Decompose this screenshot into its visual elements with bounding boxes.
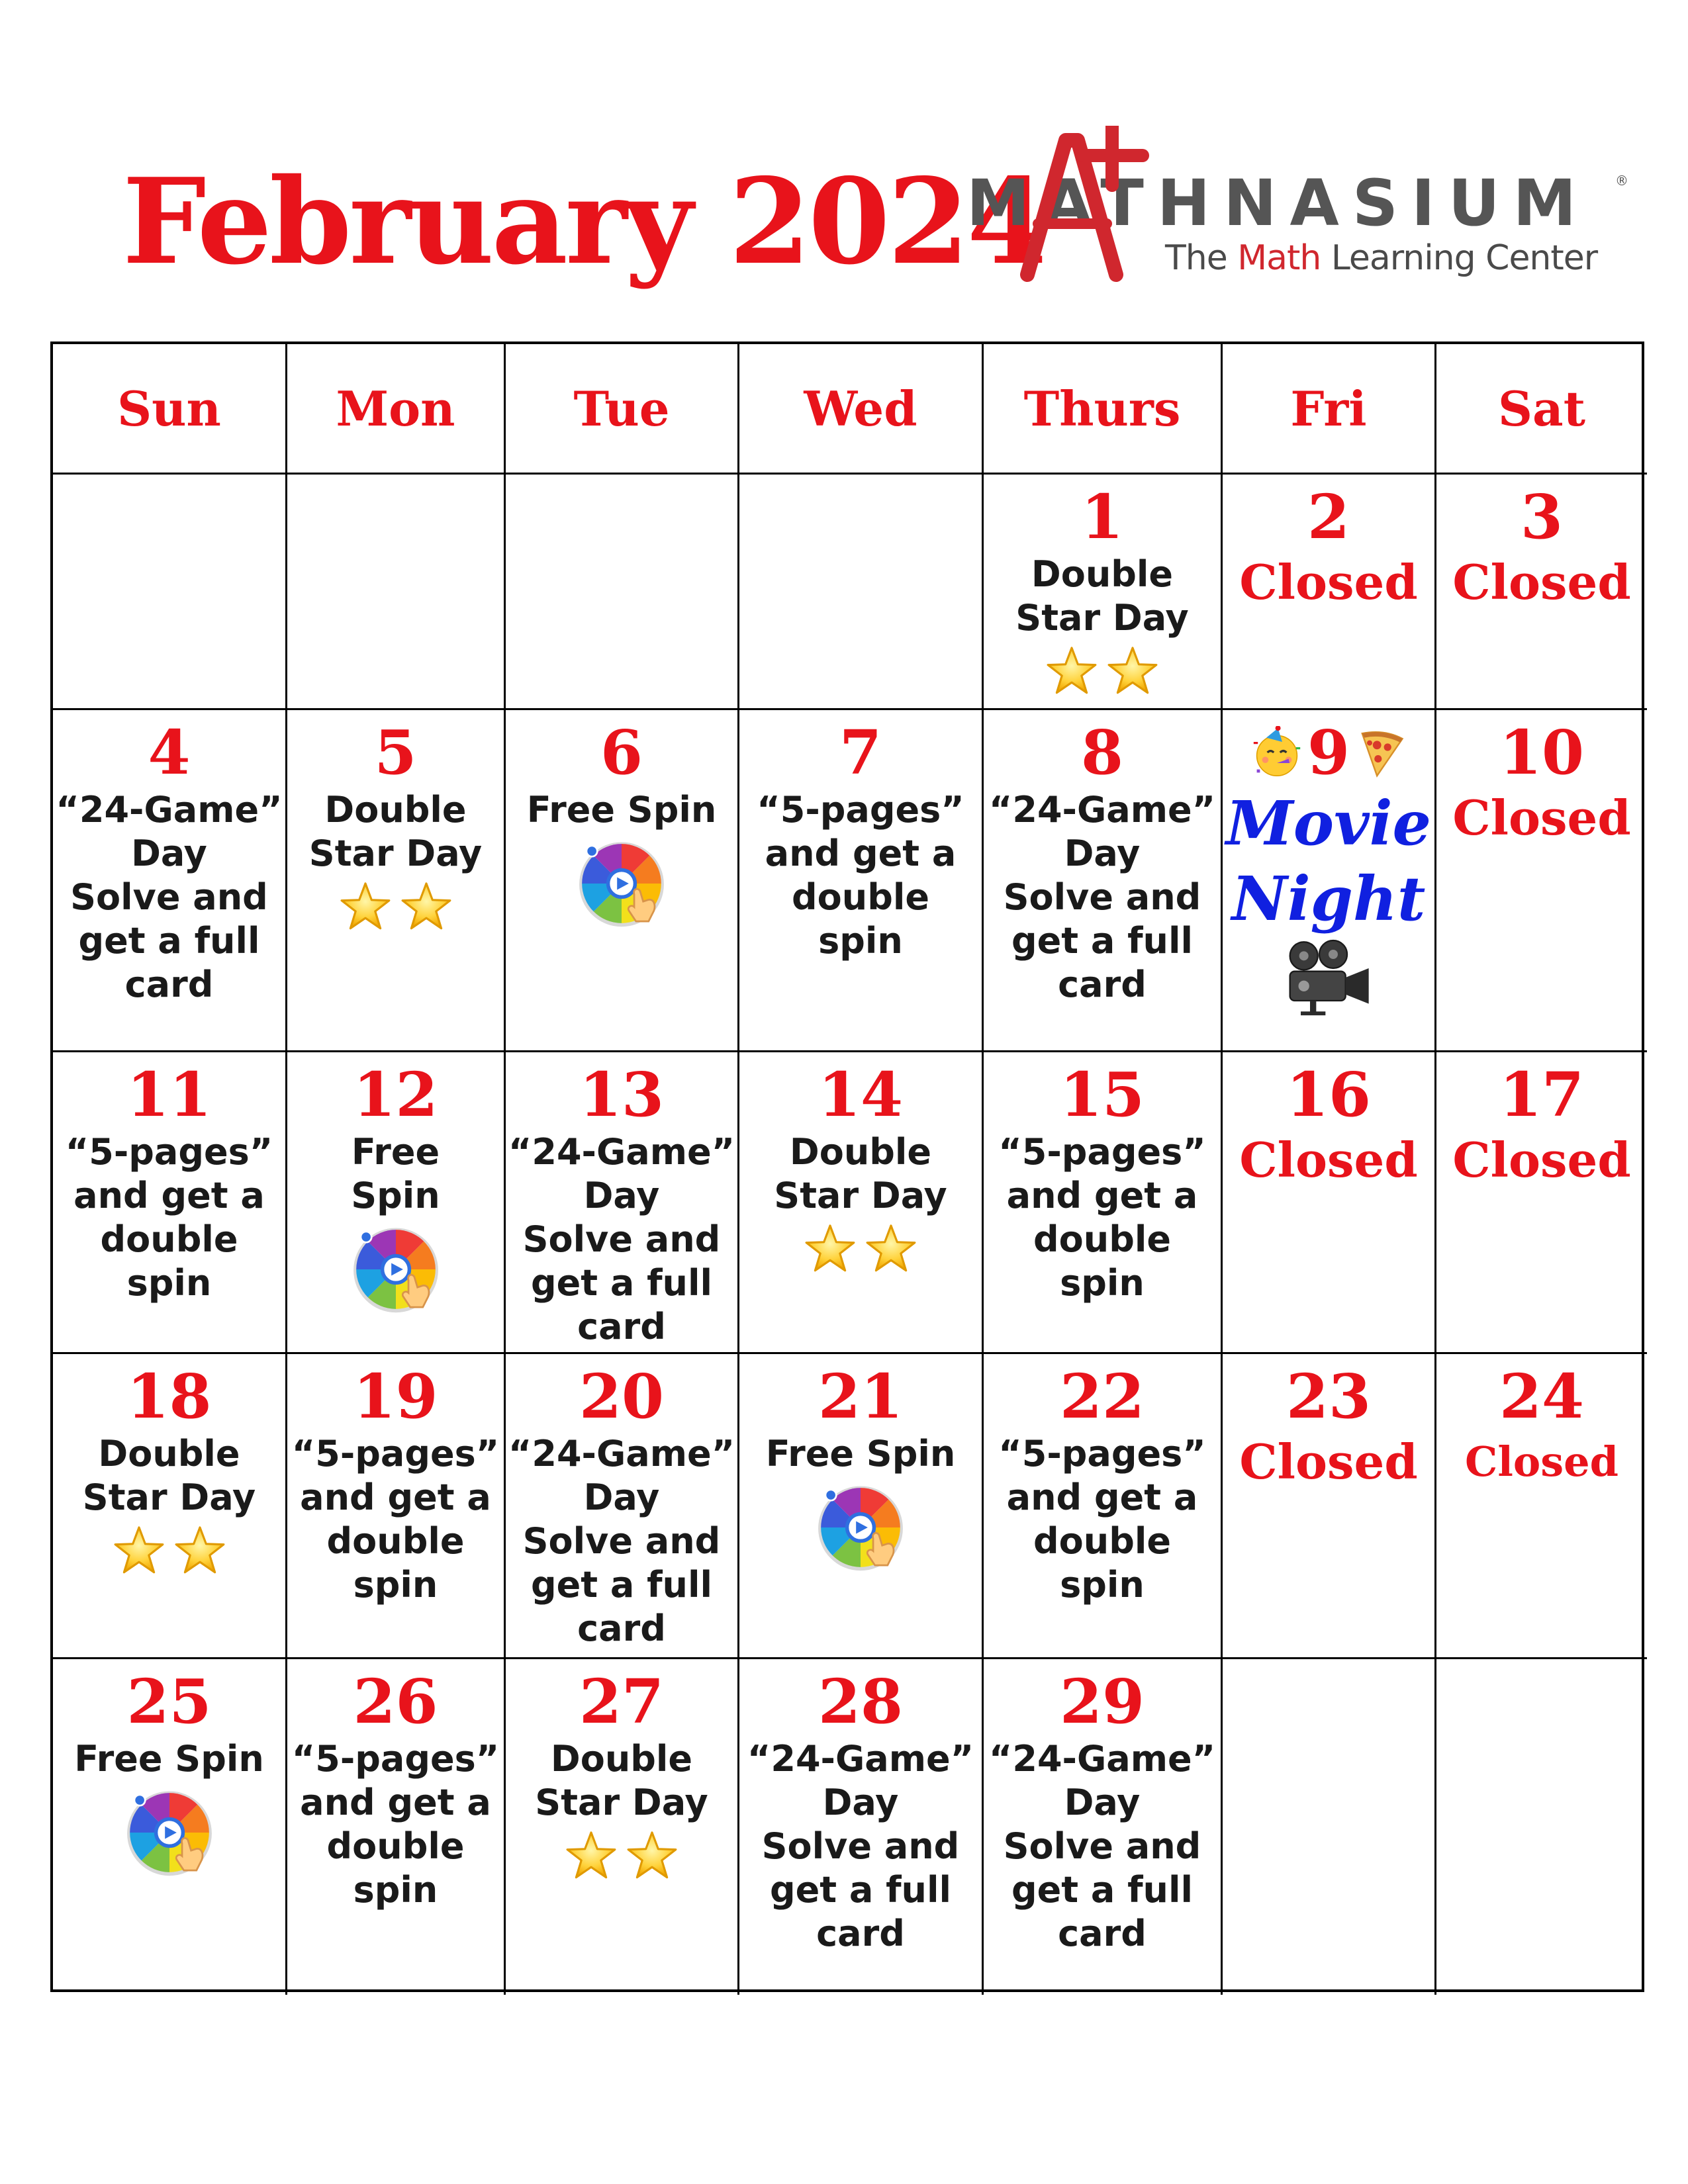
date-number: 2 [1307,481,1350,553]
weekday-header-tue: Tue [506,344,739,475]
day-cell-14 [739,1052,984,1354]
date-number: 18 [126,1361,212,1432]
closed-label: Closed [1452,554,1631,610]
pizza-icon [1354,726,1407,779]
date-number: 3 [1520,481,1563,553]
event-label: “5-pages” and get a double spin [757,789,964,962]
closed-label: Closed [1452,790,1631,846]
day-cell-empty [1223,1659,1436,1995]
date-number: 9 [1307,717,1350,788]
weekday-header-thurs: Thurs [984,344,1223,475]
closed-label: Closed [1465,1437,1618,1486]
day-cell-7 [739,710,984,1052]
date-number: 13 [579,1059,665,1130]
event-label: “5-pages” and get a double spin [998,1131,1206,1304]
logo-tagline: The Math Learning Center [1165,238,1598,278]
date-number: 16 [1286,1059,1372,1130]
event-label: “24-Game” Day Solve and get a full card [508,1433,735,1649]
date-number: 7 [839,717,882,788]
date-number: 27 [579,1666,665,1737]
star-icon [340,881,391,933]
date-number: 6 [600,717,643,788]
date-number: 11 [126,1059,212,1130]
day-cell-22 [984,1354,1223,1659]
party-face-icon [1250,726,1303,779]
event-label: “5-pages” and get a double spin [998,1433,1206,1606]
event-label: Double Star Day [1015,553,1189,639]
date-number: 4 [148,717,191,788]
event-label: “24-Game” Day Solve and get a full card [988,1738,1216,1954]
day-cell-8 [984,710,1223,1052]
movie-night-label: Movie [1225,788,1432,859]
mathnasium-logo [953,126,1635,298]
spin-wheel-icon [351,1224,441,1314]
day-cell-2 [1223,475,1436,710]
day-cell-20 [506,1354,739,1659]
weekday-header-wed: Wed [739,344,984,475]
star-icon [400,881,452,933]
event-label: Free Spin [351,1131,440,1216]
closed-label: Closed [1452,1132,1631,1188]
date-number: 5 [374,717,417,788]
event-label: “5-pages” and get a double spin [291,1738,500,1911]
star-icon [1107,645,1158,697]
day-cell-26 [287,1659,506,1995]
day-cell-empty [1436,1659,1647,1995]
day-cell-empty [287,475,506,710]
date-number: 14 [818,1059,904,1130]
date-number: 20 [579,1361,665,1432]
day-cell-18 [53,1354,287,1659]
day-cell-17 [1436,1052,1647,1354]
star-row [1046,645,1158,697]
spin-wheel-icon [816,1482,906,1572]
weekday-header-mon: Mon [287,344,506,475]
star-row [340,881,452,933]
star-icon [626,1830,678,1882]
star-row [804,1223,917,1275]
day-cell-empty [53,475,287,710]
calendar-title: February 2024 [122,152,1047,291]
logo-registered: ® [1615,173,1628,189]
date-number: 26 [353,1666,438,1737]
closed-label: Closed [1239,1132,1418,1188]
star-row [565,1830,678,1882]
event-label: Double Star Day [774,1131,947,1216]
event-label: Double Star Day [82,1433,256,1518]
date-number: 8 [1080,717,1123,788]
movie-night-label: Night [1231,863,1426,934]
calendar-grid [50,341,1644,1992]
day-cell-28 [739,1659,984,1995]
date-number: 12 [353,1059,438,1130]
star-icon [804,1223,856,1275]
day-cell-21 [739,1354,984,1659]
day-cell-1 [984,475,1223,710]
event-label: “24-Game” Day Solve and get a full card [747,1738,974,1954]
event-label: Free Spin [526,789,717,831]
star-icon [174,1525,226,1576]
date-number: 15 [1059,1059,1145,1130]
day-cell-5 [287,710,506,1052]
day-cell-9 [1223,710,1436,1052]
closed-label: Closed [1239,554,1418,610]
date-number: 24 [1499,1361,1585,1432]
day-cell-10 [1436,710,1647,1052]
event-label: Free Spin [765,1433,956,1475]
event-label: “5-pages” and get a double spin [291,1433,500,1606]
logo-wordmark: MATHNASIUM [966,166,1590,240]
star-icon [1046,645,1098,697]
movie-night-header [1250,719,1407,786]
day-cell-11 [53,1052,287,1354]
event-label: “24-Game” Day Solve and get a full card [56,789,283,1005]
event-label: “5-pages” and get a double spin [65,1131,273,1304]
date-number: 25 [126,1666,212,1737]
day-cell-16 [1223,1052,1436,1354]
day-cell-23 [1223,1354,1436,1659]
date-number: 22 [1059,1361,1145,1432]
day-cell-3 [1436,475,1647,710]
closed-label: Closed [1239,1433,1418,1490]
date-number: 21 [818,1361,904,1432]
day-cell-empty [739,475,984,710]
spin-wheel-icon [124,1788,214,1878]
weekday-header-sat: Sat [1436,344,1647,475]
date-number: 19 [353,1361,438,1432]
day-cell-19 [287,1354,506,1659]
star-icon [565,1830,617,1882]
event-label: Double Star Day [535,1738,708,1823]
day-cell-empty [506,475,739,710]
day-cell-27 [506,1659,739,1995]
date-number: 28 [818,1666,904,1737]
day-cell-6 [506,710,739,1052]
day-cell-12 [287,1052,506,1354]
date-number: 1 [1080,481,1123,553]
day-cell-13 [506,1052,739,1354]
date-number: 10 [1499,717,1585,788]
day-cell-4 [53,710,287,1052]
weekday-header-sun: Sun [53,344,287,475]
date-number: 29 [1059,1666,1145,1737]
event-label: Double Star Day [308,789,483,874]
event-label: “24-Game” Day Solve and get a full card [508,1131,735,1347]
star-icon [865,1223,917,1275]
event-label: Free Spin [74,1738,264,1780]
date-number: 17 [1499,1059,1585,1130]
day-cell-15 [984,1052,1223,1354]
day-cell-29 [984,1659,1223,1995]
movie-camera-icon [1282,938,1375,1017]
star-row [113,1525,226,1576]
event-label: “24-Game” Day Solve and get a full card [988,789,1216,1005]
day-cell-25 [53,1659,287,1995]
spin-wheel-icon [577,839,667,929]
date-number: 23 [1286,1361,1372,1432]
day-cell-24 [1436,1354,1647,1659]
star-icon [113,1525,165,1576]
weekday-header-fri: Fri [1223,344,1436,475]
